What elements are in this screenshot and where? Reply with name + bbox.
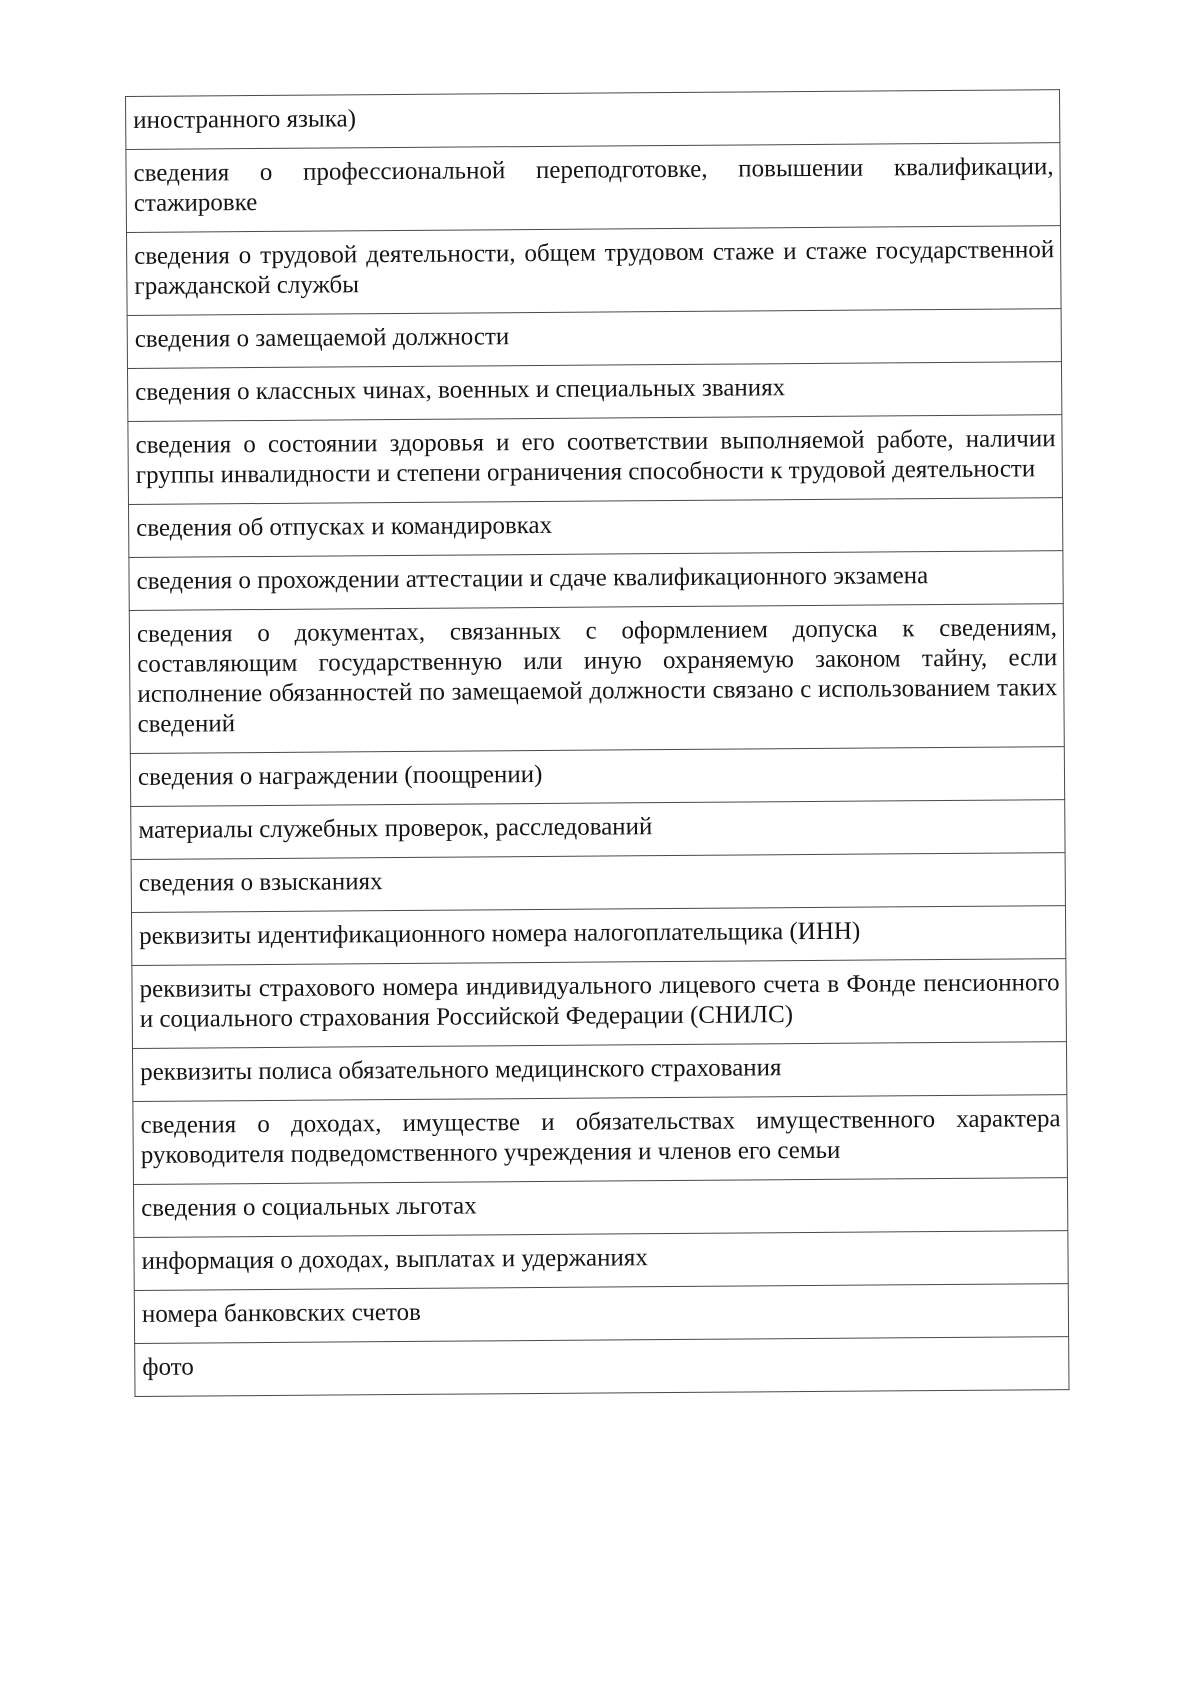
table-cell: сведения о профессиональной переподготовке, повышении квалификации, стажировке [126, 143, 1061, 233]
table-row [132, 959, 1067, 1049]
table-row [128, 498, 1062, 558]
table-cell: сведения о социальных льготах [133, 1178, 1067, 1238]
table-row [133, 1178, 1067, 1238]
table-row [126, 90, 1060, 150]
table-row [133, 1095, 1068, 1185]
table-row [134, 1231, 1068, 1291]
personal-data-table [125, 89, 1070, 1397]
table-cell: иностранного языка) [126, 90, 1060, 150]
table-row [130, 747, 1064, 807]
table-row [134, 1284, 1068, 1344]
table-row [127, 362, 1061, 422]
table-cell: сведения об отпусках и командировках [128, 498, 1062, 558]
table-row [126, 143, 1061, 233]
table-row [131, 853, 1065, 913]
table-cell: сведения о замещаемой должности [127, 309, 1061, 369]
table-cell: сведения о доходах, имуществе и обязательствах имущественного характера руководителя подведомственного учреждения и членов его семьи [133, 1095, 1068, 1185]
table-row [131, 906, 1065, 966]
table-cell: сведения о взысканиях [131, 853, 1065, 913]
table-cell: сведения о документах, связанных с оформлением допуска к сведениям, составляющим государственную или иную охраняемую законом тайну, если исполнение обязанностей по замещаемой должности связано с использованием таких сведений [129, 604, 1064, 754]
table-cell: материалы служебных проверок, расследований [131, 800, 1065, 860]
table-cell: номера банковских счетов [134, 1284, 1068, 1344]
table-row [131, 800, 1065, 860]
table-cell: сведения о награждении (поощрении) [130, 747, 1064, 807]
table-cell: сведения о прохождении аттестации и сдаче квалификационного экзамена [129, 551, 1063, 611]
table-row [129, 604, 1064, 754]
table-row [128, 415, 1063, 505]
table-row [127, 309, 1061, 369]
table-row [132, 1042, 1066, 1102]
table-row [129, 551, 1063, 611]
table-cell: сведения о трудовой деятельности, общем трудовом стаже и стаже государственной гражданской службы [127, 226, 1062, 316]
table-cell: фото [135, 1337, 1069, 1397]
table-cell: информация о доходах, выплатах и удержаниях [134, 1231, 1068, 1291]
table-row [127, 226, 1062, 316]
table-cell: реквизиты полиса обязательного медицинского страхования [132, 1042, 1066, 1102]
table-row [135, 1337, 1069, 1397]
table-cell: реквизиты идентификационного номера налогоплательщика (ИНН) [131, 906, 1065, 966]
table-cell: сведения о классных чинах, военных и специальных званиях [127, 362, 1061, 422]
table-cell: реквизиты страхового номера индивидуального лицевого счета в Фонде пенсионного и социального страхования Российской Федерации (СНИЛС) [132, 959, 1067, 1049]
table-cell: сведения о состоянии здоровья и его соответствии выполняемой работе, наличии группы инвалидности и степени ограничения способности к трудовой деятельности [128, 415, 1063, 505]
